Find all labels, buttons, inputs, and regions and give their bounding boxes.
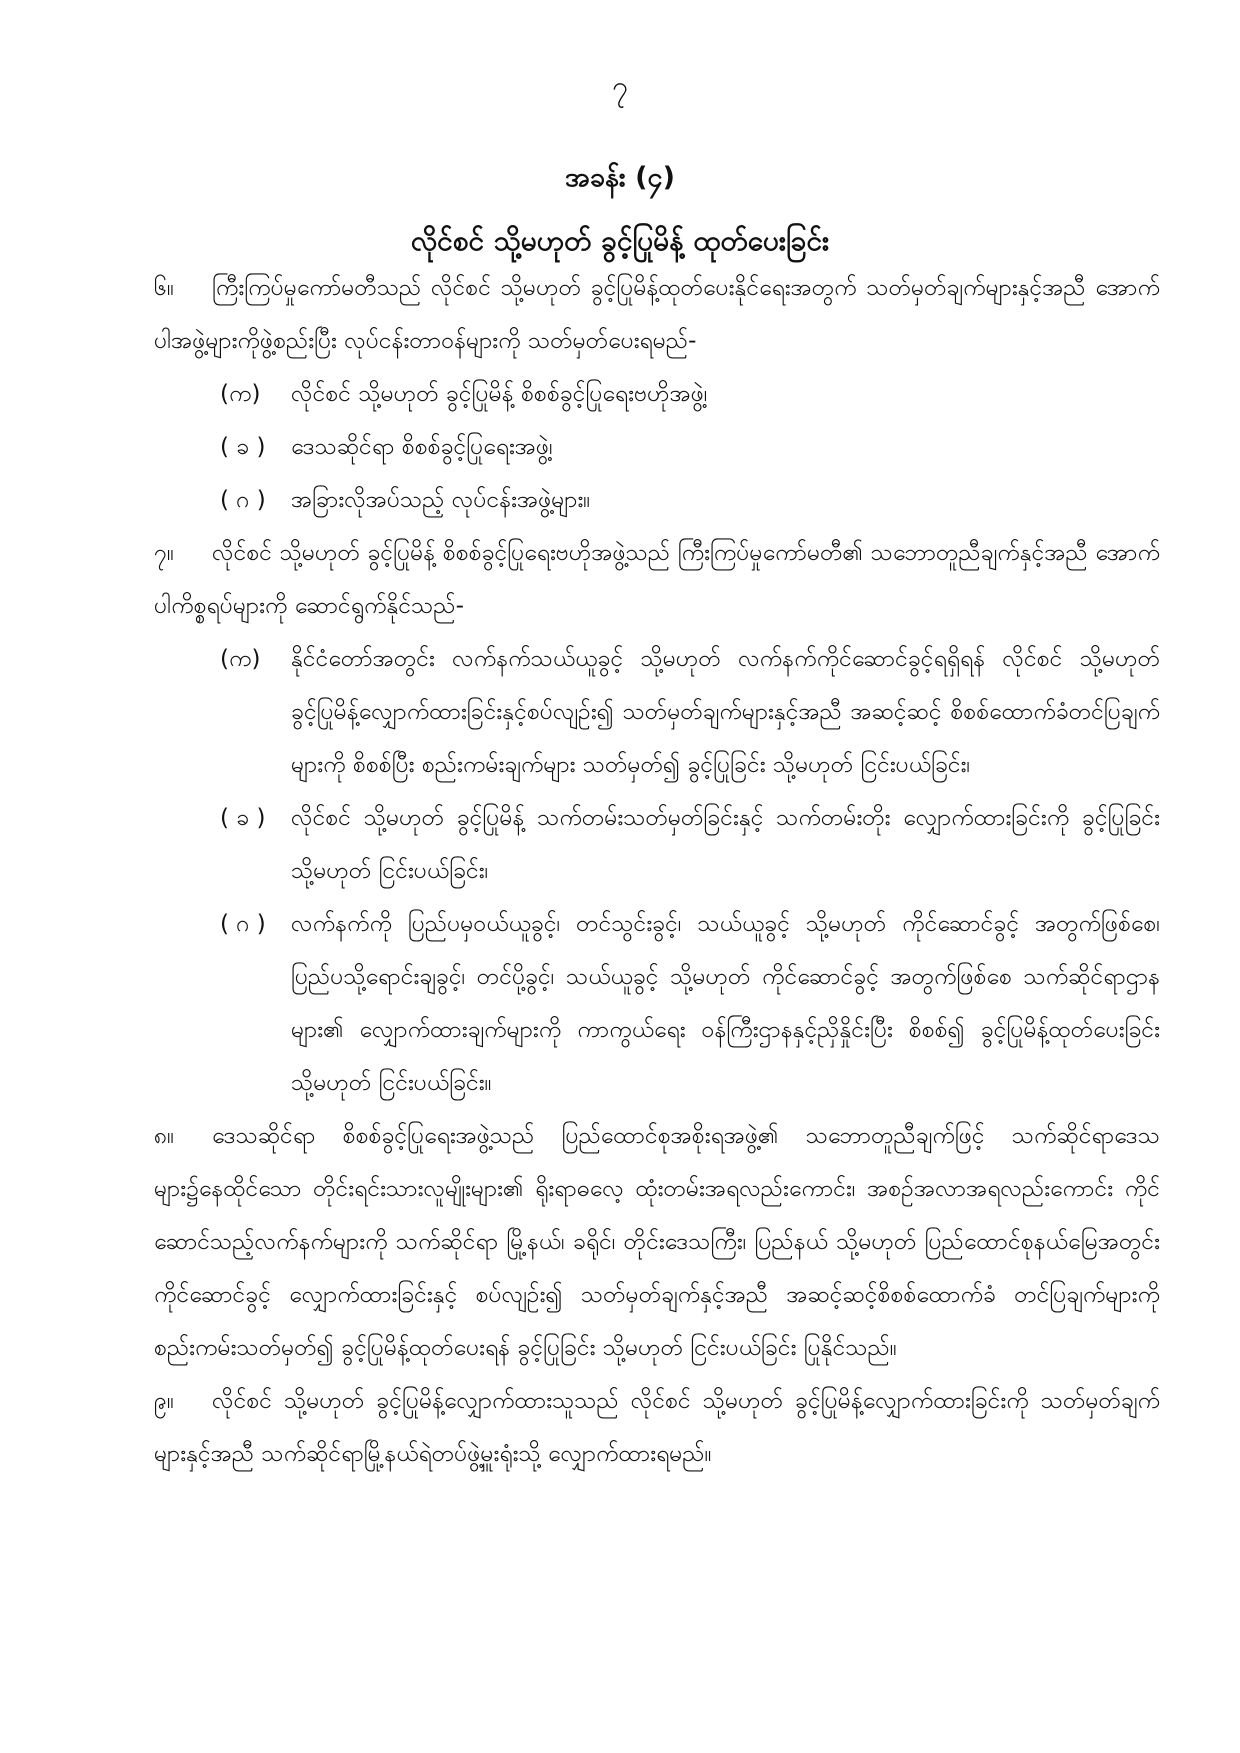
section-number: ၉။ [154,1388,174,1414]
sub-item-label: (က) [220,381,261,407]
sub-item [220,898,1160,1110]
sub-item [220,474,1160,527]
section-paragraph [154,1375,1160,1481]
section-text: လိုင်စင် သို့မဟုတ် ခွင့်ပြုမိန့်လျှောက်ထားသူသည် လိုင်စင် သို့မဟုတ် ခွင့်ပြုမိန့်လျှောက်ထားခြင်းကို သတ်မှတ်ချက်များနှင့်အညီ သက်ဆိုင်ရာမြို့နယ်ရဲတပ်ဖွဲ့မှူးရုံးသို့ လျှောက်ထားရမည်။ [154,1388,1160,1467]
sub-item-label: ( ခ ) [220,434,266,460]
sub-item-text: လိုင်စင် သို့မဟုတ် ခွင့်ပြုမိန့် သက်တမ်းသတ်မှတ်ခြင်းနှင့် သက်တမ်းတိုး လျှောက်ထားခြင်းကို ခွင့်ပြုခြင်း သို့မဟုတ် ငြင်းပယ်ခြင်း၊ [291,805,1160,884]
section-6 [154,262,1160,527]
sub-item [220,633,1160,792]
chapter-heading: အခန်း (၄) [564,162,676,193]
section-9 [154,1375,1160,1481]
sub-item-label: ( ခ ) [220,805,266,831]
section-8 [154,1110,1160,1375]
document-body [154,262,1160,1481]
sub-item [220,421,1160,474]
sub-item [220,368,1160,421]
sub-item-text: လက်နက်ကို ပြည်ပမှဝယ်ယူခွင့်၊ တင်သွင်းခွင့်၊ သယ်ယူခွင့် သို့မဟုတ် ကိုင်ဆောင်ခွင့် အတွက်ဖြစ်စေ၊ ပြည်ပသို့ရောင်းချခွင့်၊ တင်ပို့ခွင့်၊ သယ်ယူခွင့် သို့မဟုတ် ကိုင်ဆောင်ခွင့် အတွက်ဖြစ်စေ သက်ဆိုင်ရာဌာနများ၏ လျှောက်ထားချက်များကို ကာကွယ်ရေး ဝန်ကြီးဌာနနှင့်ညှိနှိုင်းပြီး စိစစ်၍ ခွင့်ပြုမိန့်ထုတ်ပေးခြင်း သို့မဟုတ် ငြင်းပယ်ခြင်း။ [291,911,1160,1096]
sub-item-text: ဒေသဆိုင်ရာ စိစစ်ခွင့်ပြုရေးအဖွဲ့၊ [291,434,553,460]
sub-item-text: လိုင်စင် သို့မဟုတ် ခွင့်ပြုမိန့် စိစစ်ခွင့်ပြုရေးဗဟိုအဖွဲ့၊ [291,381,708,407]
section-paragraph [154,527,1160,633]
page-number: ၇ [612,70,628,103]
sub-item-text: အခြားလိုအပ်သည့် လုပ်ငန်းအဖွဲ့များ။ [291,487,591,513]
section-text: ဒေသဆိုင်ရာ စိစစ်ခွင့်ပြုရေးအဖွဲ့သည် ပြည်ထောင်စုအစိုးရအဖွဲ့၏ သဘောတူညီချက်ဖြင့် သက်ဆိုင်ရာဒေသများ၌နေထိုင်သော တိုင်းရင်းသားလူမျိုးများ၏ ရိုးရာဓလေ့ ထုံးတမ်းအရလည်းကောင်း၊ အစဉ်အလာအရလည်းကောင်း ကိုင်ဆောင်သည့်လက်နက်များကို သက်ဆိုင်ရာ မြို့နယ်၊ ခရိုင်၊ တိုင်းဒေသကြီး၊ ပြည်နယ် သို့မဟုတ် ပြည်ထောင်စုနယ်မြေအတွင်း ကိုင်ဆောင်ခွင့် လျှောက်ထားခြင်းနှင့် စပ်လျဉ်း၍ သတ်မှတ်ချက်နှင့်အညီ အဆင့်ဆင့်စိစစ်ထောက်ခံ တင်ပြချက်များကို စည်းကမ်းသတ်မှတ်၍ ခွင့်ပြုမိန့်ထုတ်ပေးရန် ခွင့်ပြုခြင်း သို့မဟုတ် ငြင်းပယ်ခြင်း ပြုနိုင်သည်။ [154,1123,1160,1361]
section-paragraph [154,1110,1160,1375]
section-7 [154,527,1160,1110]
sub-item-text: နိုင်ငံတော်အတွင်း လက်နက်သယ်ယူခွင့် သို့မဟုတ် လက်နက်ကိုင်ဆောင်ခွင့်ရရှိရန် လိုင်စင် သို့မဟုတ် ခွင့်ပြုမိန့်လျှောက်ထားခြင်းနှင့်စပ်လျဉ်း၍ သတ်မှတ်ချက်များနှင့်အညီ အဆင့်ဆင့် စိစစ်ထောက်ခံတင်ပြချက်များကို စိစစ်ပြီး စည်းကမ်းချက်များ သတ်မှတ်၍ ခွင့်ပြုခြင်း သို့မဟုတ် ငြင်းပယ်ခြင်း၊ [291,646,1160,778]
sub-item-label: ( ဂ ) [220,487,266,513]
section-number: ၆။ [154,275,174,301]
section-number: ၇။ [154,540,174,566]
section-text: လိုင်စင် သို့မဟုတ် ခွင့်ပြုမိန့် စိစစ်ခွင့်ပြုရေးဗဟိုအဖွဲ့သည် ကြီးကြပ်မှုကော်မတီ၏ သဘောတူညီချက်နှင့်အညီ အောက်ပါကိစ္စရပ်များကို ဆောင်ရွက်နိုင်သည်- [154,540,1160,619]
section-number: ၈။ [154,1123,175,1149]
section-text: ကြီးကြပ်မှုကော်မတီသည် လိုင်စင် သို့မဟုတ် ခွင့်ပြုမိန့်ထုတ်ပေးနိုင်ရေးအတွက် သတ်မှတ်ချက်များနှင့်အညီ အောက်ပါအဖွဲ့များကိုဖွဲ့စည်းပြီး လုပ်ငန်းတာဝန်များကို သတ်မှတ်ပေးရမည်- [154,275,1160,354]
sub-item-label: (က) [220,646,261,672]
chapter-title: လိုင်စင် သို့မဟုတ် ခွင့်ပြုမိန့် ထုတ်ပေးခြင်း [410,224,830,257]
sub-item-label: ( ဂ ) [220,911,266,937]
section-paragraph [154,262,1160,368]
sub-item [220,792,1160,898]
